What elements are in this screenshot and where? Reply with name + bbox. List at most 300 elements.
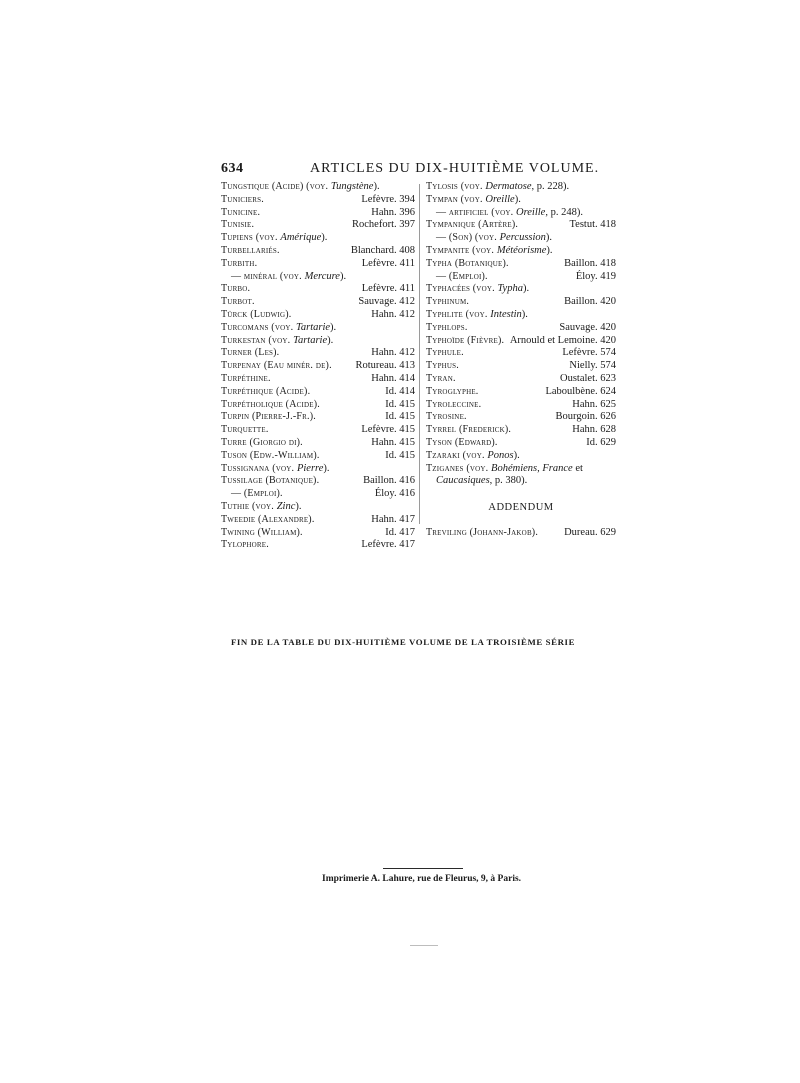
entry-term [221,424,269,437]
entry-term [426,271,488,284]
entry-page: 417 [399,526,415,538]
entry-headword: Turbot. [221,296,255,308]
index-entry [426,527,616,540]
entry-author: Lefèvre. [361,283,397,295]
entry-headword: Typhoïde (Fièvre). [426,334,505,346]
index-entry [426,194,616,207]
entry-term [221,360,332,373]
entry-author: Bourgoin. [555,411,598,423]
entry-headword: Turpin (Pierre-J.-Fr.). [221,411,316,423]
addendum-title: ADDENDUM [488,502,554,514]
entry-author: Laboulbène. [545,385,598,397]
entry-term [221,501,302,514]
entry-term [426,335,504,348]
entry-page: 419 [600,270,616,282]
entry-headword: Tyroglyphe. [426,385,479,397]
entry-page: 574 [600,360,616,372]
index-entry [221,232,415,245]
entry-crossref: Ponos [487,449,514,461]
entry-headword: Typhlite (voy. [426,308,491,320]
index-entry [221,386,415,399]
entry-term [426,194,521,207]
entry-term [426,437,498,450]
entry-crossref: Pierre [296,462,324,474]
entry-author-page [371,309,415,322]
entry-author-page [560,373,616,386]
entry-author-page [572,424,616,437]
entry-headword: Tunisie. [221,219,255,231]
entry-headword: Typhlops. [426,321,468,333]
entry-author: Id. [385,411,397,423]
entry-author-page [358,296,415,309]
entry-page: 629 [600,436,616,448]
entry-headword: Turpenay (Eau minér. de). [221,360,332,372]
entry-headword: Typhule. [426,347,464,359]
entry-page: 412 [399,296,415,308]
entry-crossref-tail: , p. 228). [531,181,570,192]
entry-headword: Tylophore. [221,539,269,551]
entry-page: 412 [399,347,415,359]
index-entry [221,296,415,309]
entry-crossref-tail: ). [546,244,553,256]
entry-author-page [562,347,616,360]
entry-headword: Tupiens (voy. [221,232,281,244]
entry-term [426,450,520,463]
entry-author-page [362,258,415,271]
index-entry [221,373,415,386]
entry-author: Rochefort. [352,219,397,231]
entry-page: 574 [600,347,616,359]
entry-author: Hahn. [572,398,598,410]
entry-term [221,181,380,194]
entry-author: Rotureau. [355,360,397,372]
entry-crossref-tail: ). [323,462,330,474]
entry-page: 624 [600,385,616,397]
page-number: 634 [221,161,244,176]
index-entry [221,514,415,527]
entry-author-page [371,347,415,360]
entry-term [426,386,479,399]
index-entry [426,411,616,424]
entry-term [426,296,469,309]
index-entry [221,322,415,335]
entry-page: 626 [600,411,616,423]
entry-crossref: Mercure [304,270,340,282]
entry-crossref: Oreille [515,206,546,218]
entry-crossref-tail: ). [522,283,530,295]
entry-headword: Tussilage (Botanique). [221,475,320,487]
index-entry [426,347,616,360]
entry-headword: Tyrrel (Frederick). [426,424,512,436]
entry-term [221,411,316,424]
entry-crossref-tail: ). [513,449,520,461]
entry-term [426,360,459,373]
index-entry [221,309,415,322]
entry-page: 411 [399,283,415,295]
entry-page: 420 [600,334,616,346]
entry-author: Id. [385,385,397,397]
index-entry [221,411,415,424]
entry-crossref: Percussion [499,232,546,244]
entry-author: Id. [385,449,397,461]
index-entry [221,424,415,437]
index-entry [426,335,616,348]
entry-page: 414 [399,372,415,384]
entry-page: 417 [399,513,415,525]
entry-page: 416 [399,488,415,500]
entry-author: Hahn. [572,424,598,436]
entry-term [426,309,528,322]
entry-headword: — (Son) (voy. [436,232,500,244]
index-entry [426,322,616,335]
entry-author-page [564,527,616,540]
index-entry [221,219,415,232]
entry-headword: Turbo. [221,283,251,295]
entry-author: Hahn. [371,206,397,218]
entry-term [426,283,529,296]
entry-headword: Tuthie (voy. [221,500,277,512]
entry-author: Sauvage. [358,296,397,308]
entry-headword: Tyson (Edward). [426,436,498,448]
entry-term [221,450,320,463]
entry-headword: Typhinum. [426,296,470,308]
index-entry [426,309,616,322]
entry-page: 413 [399,360,415,372]
entry-term [426,475,527,488]
entry-author-page [586,437,616,450]
entry-headword: Tuniciers. [221,193,264,205]
entry-term [426,232,552,245]
entry-headword: — minéral (voy. [231,270,305,282]
entry-author-page [371,373,415,386]
entry-headword: Turquette. [221,424,269,436]
entry-crossref-tail: ). [321,232,328,244]
entry-page: 394 [399,193,415,205]
index-entry [221,360,415,373]
entry-headword: Tyran. [426,372,456,384]
entry-headword: Tzaraki (voy. [426,449,488,461]
entry-author: Baillon. [564,296,598,308]
entry-page: 415 [399,436,415,448]
index-entry [221,463,415,476]
entry-author: Baillon. [363,475,397,487]
entry-term [221,539,269,552]
entry-page: 411 [399,257,415,269]
entry-headword: Typhacées (voy. [426,283,498,295]
entry-author: Id. [586,436,598,448]
entry-page: 415 [399,411,415,423]
index-column-right [426,181,616,540]
index-entry [426,258,616,271]
entry-page: 396 [399,206,415,218]
entry-author-page [371,514,415,527]
entry-headword: — artificiel (voy. [436,206,516,218]
entry-crossref: Caucasiques [436,475,490,487]
entry-author: Lefèvre. [562,347,598,359]
entry-page: 414 [399,385,415,397]
entry-term [426,347,464,360]
entry-headword: Tylosis (voy. [426,181,486,192]
entry-author: Id. [385,526,397,538]
index-entry [426,475,616,488]
entry-crossref: Dermatose [485,181,532,192]
entry-term [221,463,330,476]
index-entry [221,283,415,296]
index-entry [426,245,616,258]
entry-term [221,245,280,258]
entry-author-page [385,386,415,399]
entry-author-page [564,296,616,309]
index-entry [221,488,415,501]
entry-author: Testut. [569,219,598,231]
index-entry [426,450,616,463]
entry-author-page [385,450,415,463]
entry-term [426,463,583,476]
entry-author: Oustalet. [560,372,598,384]
entry-author: Lefèvre. [361,193,397,205]
index-entry [426,463,616,476]
index-entry [221,271,415,284]
entry-author: Blanchard. [350,244,397,256]
index-entry [426,399,616,412]
entry-headword: Tympanique (Artère). [426,219,519,231]
entry-crossref-tail: ). [521,308,528,320]
index-entry [221,437,415,450]
entry-author: Hahn. [371,372,397,384]
entry-term [221,232,327,245]
entry-author-page [352,219,415,232]
entry-term [221,309,291,322]
entry-author: Hahn. [371,308,397,320]
entry-author: Hahn. [371,436,397,448]
printer-imprint: Imprimerie A. Lahure, rue de Fleurus, 9, à Paris. [322,874,522,884]
entry-headword: — (Emploi). [436,270,488,282]
entry-author: Éloy. [374,488,397,500]
index-entry [221,335,415,348]
entry-term [221,527,303,540]
entry-author-page [361,539,415,552]
entry-crossref: Tungstène [330,181,374,192]
entry-headword: Tussignana (voy. [221,462,297,474]
entry-crossref: Tartarie [295,321,331,333]
index-entry [221,245,415,258]
index-entry [221,527,415,540]
index-entry [221,501,415,514]
index-entry [221,194,415,207]
entry-page: 415 [399,449,415,461]
entry-page: 420 [600,321,616,333]
entry-crossref-tail: ). [514,193,521,205]
entry-author: Hahn. [371,513,397,525]
entry-headword: Tunicine. [221,206,261,218]
entry-author: Éloy. [575,270,598,282]
entry-author-page [572,399,616,412]
entry-author-page [356,360,416,373]
entry-crossref-tail: , p. 380). [489,475,528,487]
index-entry [221,539,415,552]
entry-term [221,271,346,284]
entry-headword: Turpétholique (Acide). [221,398,320,410]
column-divider [419,184,420,524]
entry-crossref: Bohémiens, France [491,462,573,474]
entry-crossref-tail: ). [327,334,334,346]
entry-headword: Tympan (voy. [426,193,486,205]
entry-author-page [361,194,415,207]
entry-crossref: Tartarie [293,334,328,346]
entry-page: 629 [600,526,616,538]
entry-page: 412 [399,308,415,320]
entry-author-page [545,386,616,399]
entry-crossref-tail: et [572,462,583,474]
entry-headword: Turkestan (voy. [221,334,294,346]
entry-term [221,347,279,360]
entry-headword: Tympanite (voy. [426,244,497,256]
entry-headword: Typha (Botanique). [426,257,509,269]
entry-term [426,424,511,437]
entry-crossref-tail: ). [339,270,347,282]
entry-term [221,283,250,296]
end-of-table-note: FIN DE LA TABLE DU DIX-HUITIÈME VOLUME DE LA TROISIÈME SÉRIE [230,637,576,647]
entry-headword: Tuson (Edw.-William). [221,449,320,461]
entry-crossref: Météorisme [496,244,547,256]
entry-headword: Turre (Giorgio di). [221,436,303,448]
index-entry [426,219,616,232]
entry-page: 418 [600,219,616,231]
entry-page: 415 [399,398,415,410]
entry-headword: Turcomans (voy. [221,321,296,333]
index-entry [426,232,616,245]
entry-author-page [569,360,616,373]
entry-page: 623 [600,372,616,384]
index-entry [221,207,415,220]
entry-author-page [371,437,415,450]
entry-crossref: Oreille [485,193,515,205]
running-title: ARTICLES DU DIX-HUITIÈME VOLUME. [310,161,600,176]
entry-crossref-tail: ). [295,500,302,512]
entry-headword: Tziganes (voy. [426,462,492,474]
entry-author: Lefèvre. [361,424,397,436]
entry-headword: Twining (William). [221,526,303,538]
entry-headword: Treviling (Johann-Jakob). [426,526,539,538]
entry-author-page [385,411,415,424]
entry-author: Arnould et Lemoine. [509,334,598,346]
entry-term [221,488,283,501]
entry-term [221,437,303,450]
entry-author-page [559,322,616,335]
entry-headword: — (Emploi). [231,488,283,500]
entry-crossref-tail: ). [330,321,337,333]
entry-crossref-tail: ). [373,181,380,192]
entry-page: 625 [600,398,616,410]
entry-author: Dureau. [564,526,598,538]
entry-author-page [564,258,616,271]
entry-author-page [569,219,616,232]
entry-term [221,258,257,271]
index-entry [426,437,616,450]
index-entry [221,450,415,463]
entry-term [426,181,569,194]
entry-author-page [371,207,415,220]
entry-author: Sauvage. [559,321,598,333]
entry-headword: Turbellariés. [221,244,280,256]
index-entry [221,399,415,412]
entry-author-page [351,245,415,258]
entry-term [426,207,583,220]
entry-page: 628 [600,424,616,436]
entry-author: Nielly. [569,360,598,372]
entry-crossref: Typha [497,283,523,295]
entry-term [221,296,255,309]
entry-term [221,386,310,399]
entry-page: 415 [399,424,415,436]
entry-headword: Turbith. [221,257,258,269]
entry-headword: Turner (Les). [221,347,280,359]
entry-term [426,258,509,271]
entry-term [426,527,538,540]
index-entry [426,181,616,194]
entry-author-page [576,271,616,284]
entry-term [221,207,260,220]
entry-author: Lefèvre. [361,257,397,269]
entry-page: 397 [399,219,415,231]
index-entry [221,181,415,194]
entry-term [221,399,320,412]
entry-term [221,322,336,335]
entry-term [426,411,467,424]
entry-term [426,219,518,232]
entry-author-page [362,283,415,296]
footer-mark [410,945,438,946]
index-entry [221,258,415,271]
entry-headword: Tweedie (Alexandre). [221,513,315,525]
entry-author: Baillon. [564,257,598,269]
entry-headword: Turpéthique (Acide). [221,385,311,397]
index-entry [426,424,616,437]
index-entry [426,271,616,284]
index-entry [221,475,415,488]
entry-term [221,194,264,207]
entry-crossref-tail: ). [545,232,553,244]
entry-author-page [361,424,415,437]
entry-headword: Tyroleccine. [426,398,482,410]
entry-author-page [375,488,415,501]
entry-author-page [385,399,415,412]
index-entry [426,207,616,220]
entry-page: 416 [399,475,415,487]
imprint-rule [383,868,463,869]
index-entry [426,360,616,373]
entry-term [426,373,456,386]
index-entry [426,373,616,386]
index-entry [426,296,616,309]
entry-term [426,399,481,412]
entry-crossref-tail: , p. 248). [545,206,583,218]
entry-crossref: Intestin [490,308,522,320]
entry-headword: Typhus. [426,360,459,372]
index-entry [221,347,415,360]
index-entry [426,386,616,399]
entry-author: Lefèvre. [361,539,397,551]
entry-page: 417 [399,539,415,551]
entry-author: Id. [385,398,397,410]
entry-crossref: Zinc [276,500,296,512]
entry-headword: Tyrosine. [426,411,467,423]
entry-author-page [385,527,415,540]
entry-term [221,475,319,488]
entry-term [426,322,468,335]
entry-author-page [510,335,616,348]
entry-term [221,219,254,232]
